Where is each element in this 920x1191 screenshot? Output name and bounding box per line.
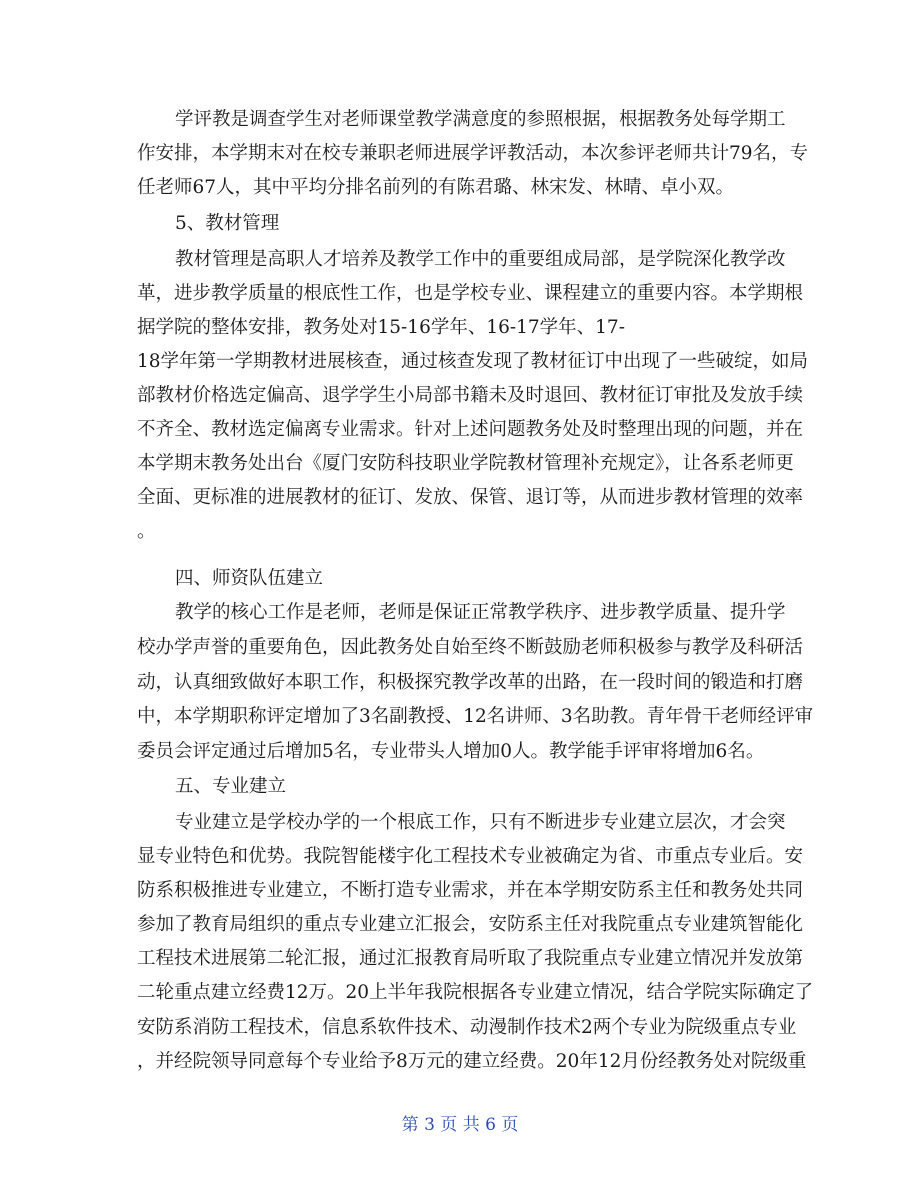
paragraph-line: 学评教是调查学生对老师课堂教学满意度的参照根据，根据教务处每学期工	[175, 109, 786, 130]
section-heading: 5、教材管理	[175, 213, 280, 234]
section-heading: 五、专业建立	[175, 776, 287, 797]
paragraph-line: 教学的核心工作是老师，老师是保证正常教学秩序、进步教学质量、提升学	[175, 602, 786, 623]
paragraph-line: 。	[137, 521, 156, 542]
paragraph-line: 参加了教育局组织的重点专业建立汇报会，安防系主任对我院重点专业建筑智能化	[137, 914, 804, 935]
paragraph-line: 任老师67人，其中平均分排名前列的有陈君璐、林宋发、林晴、卓小双。	[137, 177, 735, 198]
paragraph-line: 本学期末教务处出台《厦门安防科技职业学院教材管理补充规定》，让各系老师更	[137, 453, 794, 474]
paragraph-line: 安防系消防工程技术，信息系软件技术、动漫制作技术2两个专业为院级重点专业	[137, 1017, 797, 1038]
paragraph-line: 显专业特色和优势。我院智能楼宇化工程技术专业被确定为省、市重点专业后。安	[137, 846, 804, 867]
paragraph-line: 教材管理是高职人才培养及教学工作中的重要组成局部，是学院深化教学改	[175, 249, 786, 270]
paragraph-line: 委员会评定通过后增加5名，专业带头人增加0人。教学能手评审将增加6名。	[137, 741, 765, 762]
paragraph-line: 动，认真细致做好本职工作，积极探究教学改革的出路，在一段时间的锻造和打磨	[137, 672, 804, 693]
paragraph-line: 18学年第一学期教材进展核查，通过核查发现了教材征订中出现了一些破绽，如局	[137, 351, 809, 372]
paragraph-line: 全面、更标准的进展教材的征订、发放、保管、退订等，从而进步教材管理的效率	[137, 487, 804, 508]
page-number-footer: 第 3 页 共 6 页	[401, 1115, 519, 1135]
paragraph-line: 专业建立是学校办学的一个根底工作，只有不断进步专业建立层次，才会突	[175, 812, 786, 833]
paragraph-line: 校办学声誉的重要角色，因此教务处自始至终不断鼓励老师积极参与教学及科研活	[137, 637, 804, 658]
section-heading: 四、师资队伍建立	[175, 568, 324, 589]
paragraph-line: 二轮重点建立经费12万。20上半年我院根据各专业建立情况，结合学院实际确定了	[137, 982, 814, 1003]
paragraph-line: 据学院的整体安排，教务处对15-16学年、16-17学年、17-	[137, 317, 625, 338]
paragraph-line: 不齐全、教材选定偏离专业需求。针对上述问题教务处及时整理出现的问题，并在	[137, 419, 804, 440]
paragraph-line: 防系积极推进专业建立，不断打造专业需求，并在本学期安防系主任和教务处共同	[137, 880, 804, 901]
paragraph-line: 工程技术进展第二轮汇报，通过汇报教育局听取了我院重点专业建立情况并发放第	[137, 948, 804, 969]
paragraph-line: 中，本学期职称评定增加了3名副教授、12名讲师、3名助教。青年骨干老师经评审	[137, 706, 814, 727]
paragraph-line: ，并经院领导同意每个专业给予8万元的建立经费。20年12月份经教务处对院级重	[137, 1051, 807, 1072]
paragraph-line: 作安排，本学期末对在校专兼职老师进展学评教活动，本次参评老师共计79名，专	[137, 143, 809, 164]
paragraph-line: 革，进步教学质量的根底性工作，也是学校专业、课程建立的重要内容。本学期根	[137, 283, 804, 304]
paragraph-line: 部教材价格选定偏高、退学学生小局部书籍未及时退回、教材征订审批及发放手续	[137, 385, 804, 406]
